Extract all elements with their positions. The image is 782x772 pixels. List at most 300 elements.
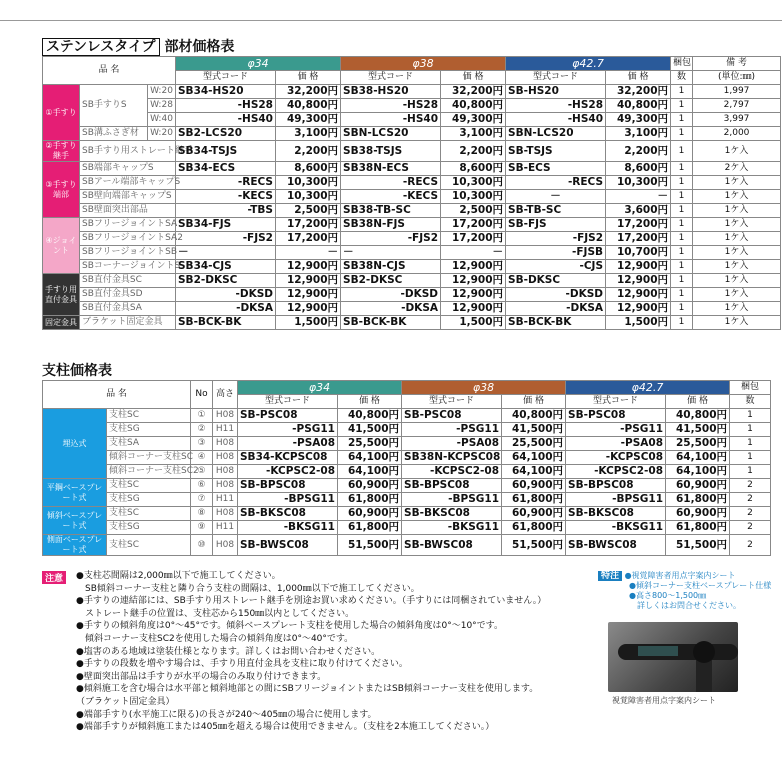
post-no: ⑥: [191, 479, 213, 493]
header-phi38: φ38: [341, 57, 506, 71]
header-hinmei: 品 名: [43, 57, 176, 85]
pack-count: 1: [671, 316, 693, 330]
code-phi427: -HS28: [506, 99, 606, 113]
post-no: ⑩: [191, 535, 213, 556]
price-phi427: 60,900円: [666, 507, 730, 521]
code-phi38: -BPSG11: [402, 493, 502, 507]
side-line: ●傾斜コーナー支柱ベースプレート仕様: [629, 581, 772, 590]
code-phi34: SB34-FJS: [176, 218, 276, 232]
group-label: ②手すり継手: [43, 141, 80, 162]
table-row: [43, 246, 781, 260]
pack-count: 1: [730, 465, 771, 479]
pack-count: 1: [671, 127, 693, 141]
code-phi34: -FJS2: [176, 232, 276, 246]
header-kakaku: 価 格: [606, 71, 671, 85]
posts-price-title: 支柱価格表: [42, 363, 112, 379]
code-phi38: －: [341, 246, 441, 260]
pack-count: 2: [730, 535, 771, 556]
post-header-hinmei: 品 名: [43, 381, 191, 409]
price-phi38: 61,800円: [502, 493, 566, 507]
title-box: ステンレスタイプ: [42, 38, 160, 56]
header-kakaku: 価 格: [276, 71, 341, 85]
pack-count: 2: [730, 521, 771, 535]
side-line: 詳しくはお問合せください。: [629, 601, 741, 610]
photo-caption: 視覚障害者用点字案内シート: [612, 696, 716, 705]
remark: 2,000: [693, 127, 781, 141]
post-height: H08: [213, 451, 238, 465]
post-name: 支柱SG: [107, 521, 191, 535]
post-no: ③: [191, 437, 213, 451]
post-height: H11: [213, 493, 238, 507]
header-kakaku: 価 格: [441, 71, 506, 85]
price-phi38: 40,800円: [502, 409, 566, 423]
header-konpo2: 数: [671, 71, 693, 85]
pack-count: 1: [671, 162, 693, 176]
note-line: ●端部手すりが傾斜施工または405㎜を超える場合は使用できません。（支柱を2本施工してください。）: [76, 722, 495, 733]
code-phi34: SB34-CJS: [176, 260, 276, 274]
code-phi427: SB-DKSC: [506, 274, 606, 288]
code-phi38: -KCPSC2-08: [402, 465, 502, 479]
item-name: SBフリージョイントSA: [80, 218, 176, 232]
pack-count: 1: [730, 423, 771, 437]
header-kata: 型式コード: [506, 71, 606, 85]
header-konpo: 梱包: [671, 57, 693, 71]
price-phi34: 51,500円: [338, 535, 402, 556]
price-phi427: 40,800円: [666, 409, 730, 423]
post-name: 支柱SG: [107, 493, 191, 507]
code-phi38: -HS28: [341, 99, 441, 113]
table-row: [43, 302, 781, 316]
code-phi34: -RECS: [176, 176, 276, 190]
price-phi38: 60,900円: [502, 507, 566, 521]
price-phi34: 41,500円: [338, 423, 402, 437]
post-name: 支柱SC: [107, 535, 191, 556]
remark: 1ケ入: [693, 274, 781, 288]
price-phi34: 10,300円: [276, 190, 341, 204]
pack-count: 1: [671, 260, 693, 274]
table-row: [43, 465, 771, 479]
code-phi38: SBN-LCS20: [341, 127, 441, 141]
price-phi34: 60,900円: [338, 507, 402, 521]
price-phi38: 51,500円: [502, 535, 566, 556]
table-row: [43, 409, 771, 423]
table-row: [43, 451, 771, 465]
post-no: ②: [191, 423, 213, 437]
remark: 1ケ入: [693, 302, 781, 316]
pack-count: 1: [671, 113, 693, 127]
price-phi38: 2,500円: [441, 204, 506, 218]
price-phi427: 32,200円: [606, 85, 671, 99]
post-header-kata: 型式コード: [402, 395, 502, 409]
table-row: [43, 141, 781, 162]
price-phi34: 49,300円: [276, 113, 341, 127]
code-phi38: -DKSD: [341, 288, 441, 302]
price-phi38: 49,300円: [441, 113, 506, 127]
pack-count: 1: [671, 141, 693, 162]
post-name: 支柱SC: [107, 479, 191, 493]
post-header-kata: 型式コード: [238, 395, 338, 409]
code-phi34: SB34-HS20: [176, 85, 276, 99]
code-phi34: SB-BKSC08: [238, 507, 338, 521]
post-no: ⑧: [191, 507, 213, 521]
pack-count: 1: [671, 218, 693, 232]
pack-count: 1: [671, 232, 693, 246]
price-phi38: 12,900円: [441, 274, 506, 288]
remark: 1ケ入: [693, 260, 781, 274]
group-label: ①手すり: [43, 85, 80, 141]
table-row: [43, 521, 771, 535]
price-phi34: 12,900円: [276, 274, 341, 288]
code-phi427: -PSA08: [566, 437, 666, 451]
post-height: H08: [213, 479, 238, 493]
post-no: ①: [191, 409, 213, 423]
code-phi38: SB-BKSC08: [402, 507, 502, 521]
note-line: （ブラケット固定金具）: [76, 696, 175, 707]
price-phi34: 17,200円: [276, 232, 341, 246]
code-phi427: -KCPSC08: [566, 451, 666, 465]
post-group-label: 傾斜ベースプレート式: [43, 507, 107, 535]
code-phi427: SB-BPSC08: [566, 479, 666, 493]
pack-count: 1: [671, 85, 693, 99]
price-phi34: 2,500円: [276, 204, 341, 218]
table-row: [43, 190, 781, 204]
note-line: 傾斜コーナー支柱SC2を使用した場合の傾斜角度は0°～40°です。: [76, 633, 354, 644]
item-name: SB端部キャップS: [80, 162, 176, 176]
price-phi34: 3,100円: [276, 127, 341, 141]
code-phi38: SB38N-ECS: [341, 162, 441, 176]
code-phi38: SB38N-KCPSC08: [402, 451, 502, 465]
remark: 1ケ入: [693, 232, 781, 246]
price-phi427: 49,300円: [606, 113, 671, 127]
price-phi427: 10,700円: [606, 246, 671, 260]
price-phi38: 60,900円: [502, 479, 566, 493]
price-phi427: 3,600円: [606, 204, 671, 218]
code-phi427: -BPSG11: [566, 493, 666, 507]
price-phi38: 3,100円: [441, 127, 506, 141]
remark: 1ケ入: [693, 190, 781, 204]
posts-body: [43, 409, 771, 556]
code-phi34: -HS28: [176, 99, 276, 113]
price-phi38: 61,800円: [502, 521, 566, 535]
price-phi38: －: [441, 246, 506, 260]
header-phi34: φ34: [176, 57, 341, 71]
post-header-kakaku: 価 格: [338, 395, 402, 409]
price-phi38: 41,500円: [502, 423, 566, 437]
table-row: [43, 176, 781, 190]
table-row: [43, 288, 781, 302]
price-phi38: 12,900円: [441, 302, 506, 316]
code-phi34: -DKSD: [176, 288, 276, 302]
post-header-no: No: [191, 381, 213, 409]
item-name: SB手すりS: [80, 85, 148, 127]
pack-count: 1: [671, 302, 693, 316]
price-phi38: 1,500円: [441, 316, 506, 330]
parts-price-table: [42, 56, 781, 330]
price-phi34: －: [276, 246, 341, 260]
item-width: W:20: [148, 85, 176, 99]
post-group-label: 埋込式: [43, 409, 107, 479]
table-row: [43, 85, 781, 99]
price-phi34: 61,800円: [338, 521, 402, 535]
code-phi427: -FJS2: [506, 232, 606, 246]
post-header-kata: 型式コード: [566, 395, 666, 409]
table-row: [43, 423, 771, 437]
note-line: ●壁面突出部品は手すりが水平の場合のみ取り付けできます。: [76, 671, 327, 682]
price-phi34: 2,200円: [276, 141, 341, 162]
code-phi38: SB38-TSJS: [341, 141, 441, 162]
table-row: [43, 274, 781, 288]
post-no: ⑦: [191, 493, 213, 507]
code-phi427: SB-FJS: [506, 218, 606, 232]
table-row: [43, 507, 771, 521]
post-name: 支柱SA: [107, 437, 191, 451]
price-phi38: 12,900円: [441, 260, 506, 274]
code-phi34: -PSG11: [238, 423, 338, 437]
caution-badge: 注意: [42, 571, 66, 584]
pack-count: 1: [730, 451, 771, 465]
pack-count: 1: [671, 99, 693, 113]
top-rule: [0, 20, 782, 21]
code-phi38: -PSA08: [402, 437, 502, 451]
price-phi427: 61,800円: [666, 493, 730, 507]
code-phi38: SB-PSC08: [402, 409, 502, 423]
price-phi427: 41,500円: [666, 423, 730, 437]
price-phi427: 1,500円: [606, 316, 671, 330]
table-row: [43, 535, 771, 556]
post-no: ⑨: [191, 521, 213, 535]
code-phi38: SB-BWSC08: [402, 535, 502, 556]
price-phi34: 64,100円: [338, 451, 402, 465]
code-phi34: -KCPSC2-08: [238, 465, 338, 479]
item-name: SBコーナージョイントS: [80, 260, 176, 274]
post-name: 支柱SC: [107, 507, 191, 521]
code-phi427: -DKSD: [506, 288, 606, 302]
item-name: SBフリージョイントSB: [80, 246, 176, 260]
post-header-phi34: φ34: [238, 381, 402, 395]
price-phi34: 40,800円: [276, 99, 341, 113]
price-phi38: 17,200円: [441, 232, 506, 246]
code-phi34: -BPSG11: [238, 493, 338, 507]
post-header-kakaku: 価 格: [666, 395, 730, 409]
code-phi427: -HS40: [506, 113, 606, 127]
price-phi427: 51,500円: [666, 535, 730, 556]
table-row: [43, 260, 781, 274]
item-name: SB直付金具SD: [80, 288, 176, 302]
code-phi38: -KECS: [341, 190, 441, 204]
remark: 1ケ入: [693, 246, 781, 260]
post-header-phi38: φ38: [402, 381, 566, 395]
price-phi38: 17,200円: [441, 218, 506, 232]
item-width: W:40: [148, 113, 176, 127]
code-phi38: SB38N-CJS: [341, 260, 441, 274]
code-phi34: -BKSG11: [238, 521, 338, 535]
item-name: SB壁向端部キャップS: [80, 190, 176, 204]
price-phi34: 40,800円: [338, 409, 402, 423]
price-phi427: 64,100円: [666, 465, 730, 479]
remark: 1ケ入: [693, 218, 781, 232]
price-phi34: 17,200円: [276, 218, 341, 232]
price-phi427: 64,100円: [666, 451, 730, 465]
code-phi427: -BKSG11: [566, 521, 666, 535]
table-row: [43, 232, 781, 246]
pack-count: 2: [730, 507, 771, 521]
post-header-su: 数: [730, 395, 771, 409]
header-kata: 型式コード: [341, 71, 441, 85]
price-phi38: 10,300円: [441, 190, 506, 204]
code-phi38: -PSG11: [402, 423, 502, 437]
header-phi427: φ42.7: [506, 57, 671, 71]
post-name: 傾斜コーナー支柱SC: [107, 451, 191, 465]
price-phi38: 32,200円: [441, 85, 506, 99]
note-line: ●手すりの段数を増やす場合は、手すり用直付金具を支柱に取り付けてください。: [76, 659, 408, 670]
code-phi34: SB34-ECS: [176, 162, 276, 176]
handrail-illustration: [608, 622, 738, 692]
pack-count: 1: [671, 246, 693, 260]
pack-count: 1: [671, 176, 693, 190]
note-line: ●手すりの傾斜角度は0°～45°です。傾斜ベースプレート支柱を使用した場合の傾斜角度は0°～10°です。: [76, 621, 503, 632]
price-phi427: 17,200円: [606, 232, 671, 246]
code-phi427: SBN-LCS20: [506, 127, 606, 141]
pack-count: 1: [671, 274, 693, 288]
item-name: SB手すり用ストレート継手: [80, 141, 176, 162]
title-rest: 部材価格表: [164, 39, 235, 55]
price-phi34: 64,100円: [338, 465, 402, 479]
note-line: ストレート継手の位置は、支柱芯から150㎜以内としてください。: [76, 608, 355, 619]
code-phi427: -RECS: [506, 176, 606, 190]
table-row: [43, 127, 781, 141]
header-tani: (単位:㎜): [693, 71, 781, 85]
post-name: 傾斜コーナー支柱SC2: [107, 465, 191, 479]
post-height: H11: [213, 521, 238, 535]
group-label: 手すり用直付金具: [43, 274, 80, 316]
table-row: [43, 218, 781, 232]
note-line: ●手すりの連結部には、SB手すり用ストレート継手を別途お買い求めください。（手すりには同梱されていません。）: [76, 596, 547, 607]
code-phi427: SB-PSC08: [566, 409, 666, 423]
code-phi38: SB38-HS20: [341, 85, 441, 99]
price-phi34: 25,500円: [338, 437, 402, 451]
code-phi38: -FJS2: [341, 232, 441, 246]
price-phi34: 32,200円: [276, 85, 341, 99]
price-phi38: 40,800円: [441, 99, 506, 113]
note-line: ●端部手すり(水平施工に限る)の長さが240～405㎜の場合に使用します。: [76, 709, 377, 720]
table-row: [43, 493, 771, 507]
price-phi34: 1,500円: [276, 316, 341, 330]
side-line: ●視覚障害者用点字案内シート: [624, 571, 736, 580]
note-line: SB傾斜コーナー支柱と隣り合う支柱の間隔は、1,000㎜以下で施工してください。: [76, 583, 420, 594]
table-row: [43, 99, 781, 113]
post-height: H11: [213, 423, 238, 437]
pack-count: 2: [730, 479, 771, 493]
code-phi427: SB-TSJS: [506, 141, 606, 162]
item-name: SBフリージョイントSA2: [80, 232, 176, 246]
price-phi38: 64,100円: [502, 451, 566, 465]
code-phi38: -RECS: [341, 176, 441, 190]
price-phi38: 25,500円: [502, 437, 566, 451]
price-phi38: 10,300円: [441, 176, 506, 190]
post-height: H08: [213, 465, 238, 479]
table-row: [43, 437, 771, 451]
parts-body: [43, 85, 781, 330]
note-line: ●塩害のある地域は塗装仕様となります。詳しくはお問い合わせください。: [76, 646, 381, 657]
code-phi38: -BKSG11: [402, 521, 502, 535]
post-group-label: 平鋼ベースプレート式: [43, 479, 107, 507]
code-phi427: SB-BKSC08: [566, 507, 666, 521]
code-phi38: SB-BCK-BK: [341, 316, 441, 330]
note-line: ●支柱芯間隔は2,000㎜以下で施工してください。: [76, 571, 281, 581]
table-row: [43, 204, 781, 218]
remark: 1,997: [693, 85, 781, 99]
code-phi38: SB-BPSC08: [402, 479, 502, 493]
code-phi427: SB-BWSC08: [566, 535, 666, 556]
price-phi38: 8,600円: [441, 162, 506, 176]
price-phi427: 12,900円: [606, 288, 671, 302]
post-no: ④: [191, 451, 213, 465]
note-line: ●傾斜施工を含む場合は水平部と傾斜地部との間にSBフリージョイントまたはSB傾斜コーナー支柱を使用します。: [76, 684, 539, 695]
code-phi34: SB-BCK-BK: [176, 316, 276, 330]
code-phi38: -HS40: [341, 113, 441, 127]
code-phi34: SB34-TSJS: [176, 141, 276, 162]
price-phi427: 60,900円: [666, 479, 730, 493]
code-phi38: SB2-DKSC: [341, 274, 441, 288]
price-phi427: 3,100円: [606, 127, 671, 141]
code-phi34: -DKSA: [176, 302, 276, 316]
price-phi34: 60,900円: [338, 479, 402, 493]
item-name: SBアール端部キャップS: [80, 176, 176, 190]
pack-count: 1: [671, 190, 693, 204]
price-phi427: 25,500円: [666, 437, 730, 451]
table-row: [43, 316, 781, 330]
side-line: ●高さ800～1,500㎜: [629, 591, 707, 600]
remark: 1ケ入: [693, 176, 781, 190]
code-phi38: SB38N-FJS: [341, 218, 441, 232]
pack-count: 1: [671, 288, 693, 302]
code-phi427: －: [506, 190, 606, 204]
price-phi427: 40,800円: [606, 99, 671, 113]
price-phi34: 61,800円: [338, 493, 402, 507]
item-name: SB直付金具SA: [80, 302, 176, 316]
remark: 2ケ入: [693, 162, 781, 176]
code-phi427: SB-TB-SC: [506, 204, 606, 218]
price-phi427: －: [606, 190, 671, 204]
code-phi34: -TBS: [176, 204, 276, 218]
price-phi427: 2,200円: [606, 141, 671, 162]
post-height: H08: [213, 535, 238, 556]
price-phi34: 12,900円: [276, 260, 341, 274]
price-phi427: 12,900円: [606, 260, 671, 274]
price-phi34: 12,900円: [276, 288, 341, 302]
item-name: ブラケット固定金具: [80, 316, 176, 330]
remark: 1ケ入: [693, 288, 781, 302]
custom-order-box: [598, 571, 778, 611]
price-phi34: 10,300円: [276, 176, 341, 190]
pack-count: 2: [730, 493, 771, 507]
item-width: W:20: [148, 127, 176, 141]
pack-count: 1: [730, 437, 771, 451]
price-phi34: 8,600円: [276, 162, 341, 176]
posts-price-table: [42, 380, 771, 556]
item-name: SB溝ふさぎ材: [80, 127, 148, 141]
post-header-kakaku: 価 格: [502, 395, 566, 409]
price-phi427: 8,600円: [606, 162, 671, 176]
braille-sheet-photo: [608, 622, 738, 692]
code-phi427: SB-HS20: [506, 85, 606, 99]
remark: 1ケ入: [693, 316, 781, 330]
parts-price-title: [42, 36, 234, 56]
post-height: H08: [213, 409, 238, 423]
code-phi34: SB2-DKSC: [176, 274, 276, 288]
code-phi427: -PSG11: [566, 423, 666, 437]
code-phi427: SB-BCK-BK: [506, 316, 606, 330]
